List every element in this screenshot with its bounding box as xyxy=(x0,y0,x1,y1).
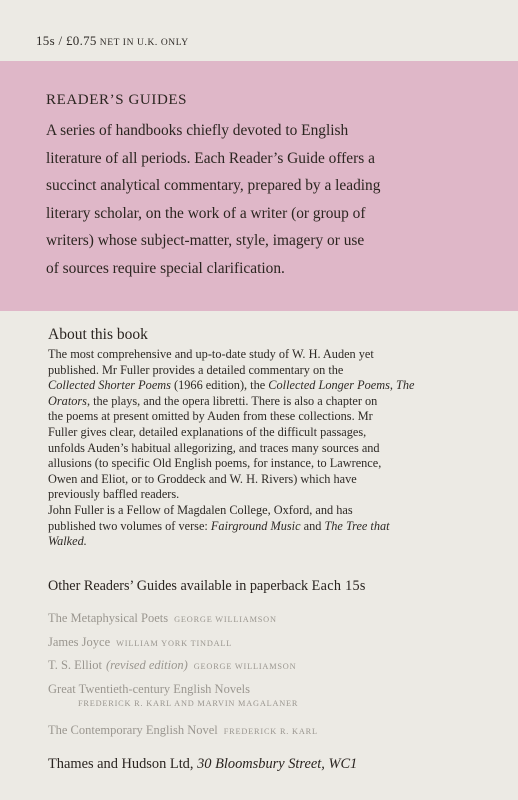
guide-item xyxy=(48,633,232,651)
series-description-line: literature of all periods. Each Reader’s Guide offers a xyxy=(46,149,375,167)
about-line: published. Mr Fuller provides a detailed commentary on the xyxy=(48,362,344,377)
publisher-address: 30 Bloomsbury Street, WC1 xyxy=(197,756,358,772)
guide-item xyxy=(48,609,277,627)
other-guides-section xyxy=(48,578,488,737)
publisher-name: Thames and Hudson Ltd, xyxy=(48,756,194,772)
about-line: Fuller gives clear, detailed explanations of the difficult passages, xyxy=(48,424,367,439)
about-section xyxy=(48,326,488,550)
series-description-line: literary scholar, on the work of a writer (or group of xyxy=(46,204,366,222)
guide-author: FREDERICK R. KARL xyxy=(223,727,318,736)
guide-item xyxy=(48,721,318,739)
guide-title: The Metaphysical Poets xyxy=(48,611,169,625)
guide-title: Great Twentieth-century English Novels xyxy=(48,682,250,696)
series-description-line: writers) whose subject-matter, style, imagery or use xyxy=(46,232,365,250)
about-line: Orators, the plays, and the opera libretti. There is also a chapter on xyxy=(48,393,378,408)
price-amount: 15s / £0.75 xyxy=(36,33,97,48)
about-line: Owen and Eliot, or to Groddeck and W. H. Rivers) which have xyxy=(48,471,357,486)
about-heading: About this book xyxy=(48,326,148,343)
guide-author: FREDERICK R. KARL AND MARVIN MAGALANER xyxy=(78,699,299,708)
guide-item xyxy=(48,680,298,708)
book-title-tree-that-walked: The Tree that xyxy=(324,518,390,533)
about-line: allusions (to specific Old English poems, for instance, to Lawrence, xyxy=(48,456,382,471)
series-description-line: A series of handbooks chiefly devoted to English xyxy=(46,122,349,139)
guide-author: GEORGE WILLIAMSON xyxy=(193,662,297,671)
guide-item xyxy=(48,656,296,674)
other-guides-price: Each 15s xyxy=(311,578,366,594)
series-description-line: succinct analytical commentary, prepared by a leading xyxy=(46,177,381,195)
price-net-note: NET IN U.K. ONLY xyxy=(99,38,189,48)
series-title: READER’S GUIDES xyxy=(46,92,188,108)
guide-author: WILLIAM YORK TINDALL xyxy=(116,639,233,648)
guide-author: GEORGE WILLIAMSON xyxy=(174,615,277,624)
book-title-collected-longer-poems: Collected Longer Poems, The xyxy=(268,378,415,393)
book-title-orators: Orators xyxy=(48,393,87,408)
series-description xyxy=(46,117,486,283)
guide-title: The Contemporary English Novel xyxy=(48,723,218,737)
about-line: published two volumes of verse: Fairground Music and The Tree that xyxy=(48,518,390,533)
guide-title: James Joyce xyxy=(48,635,111,649)
other-guides-heading: Other Readers’ Guides available in paperback Each 15s xyxy=(48,578,366,594)
guide-edition-note: (revised edition) xyxy=(105,658,188,672)
about-line: The most comprehensive and up-to-date study of W. H. Auden yet xyxy=(48,347,374,361)
about-line: Walked. xyxy=(48,534,87,549)
about-line: previously baffled readers. xyxy=(48,487,180,502)
book-title-collected-shorter-poems: Collected Shorter Poems xyxy=(48,378,171,393)
about-line: the poems at present omitted by Auden from these collections. Mr xyxy=(48,409,373,424)
guide-title: T. S. Elliot xyxy=(48,658,102,672)
publisher-line xyxy=(48,756,488,773)
about-body xyxy=(48,347,488,550)
about-line: unfolds Auden’s habitual allegorizing, and traces many sources and xyxy=(48,440,380,455)
book-title-fairground-music: Fairground Music xyxy=(210,518,301,533)
about-line: Collected Shorter Poems (1966 edition), the Collected Longer Poems, The xyxy=(48,378,415,393)
price-line xyxy=(36,33,189,49)
about-line: John Fuller is a Fellow of Magdalen College, Oxford, and has xyxy=(48,502,353,517)
series-description-line: of sources require special clarification. xyxy=(46,259,285,277)
